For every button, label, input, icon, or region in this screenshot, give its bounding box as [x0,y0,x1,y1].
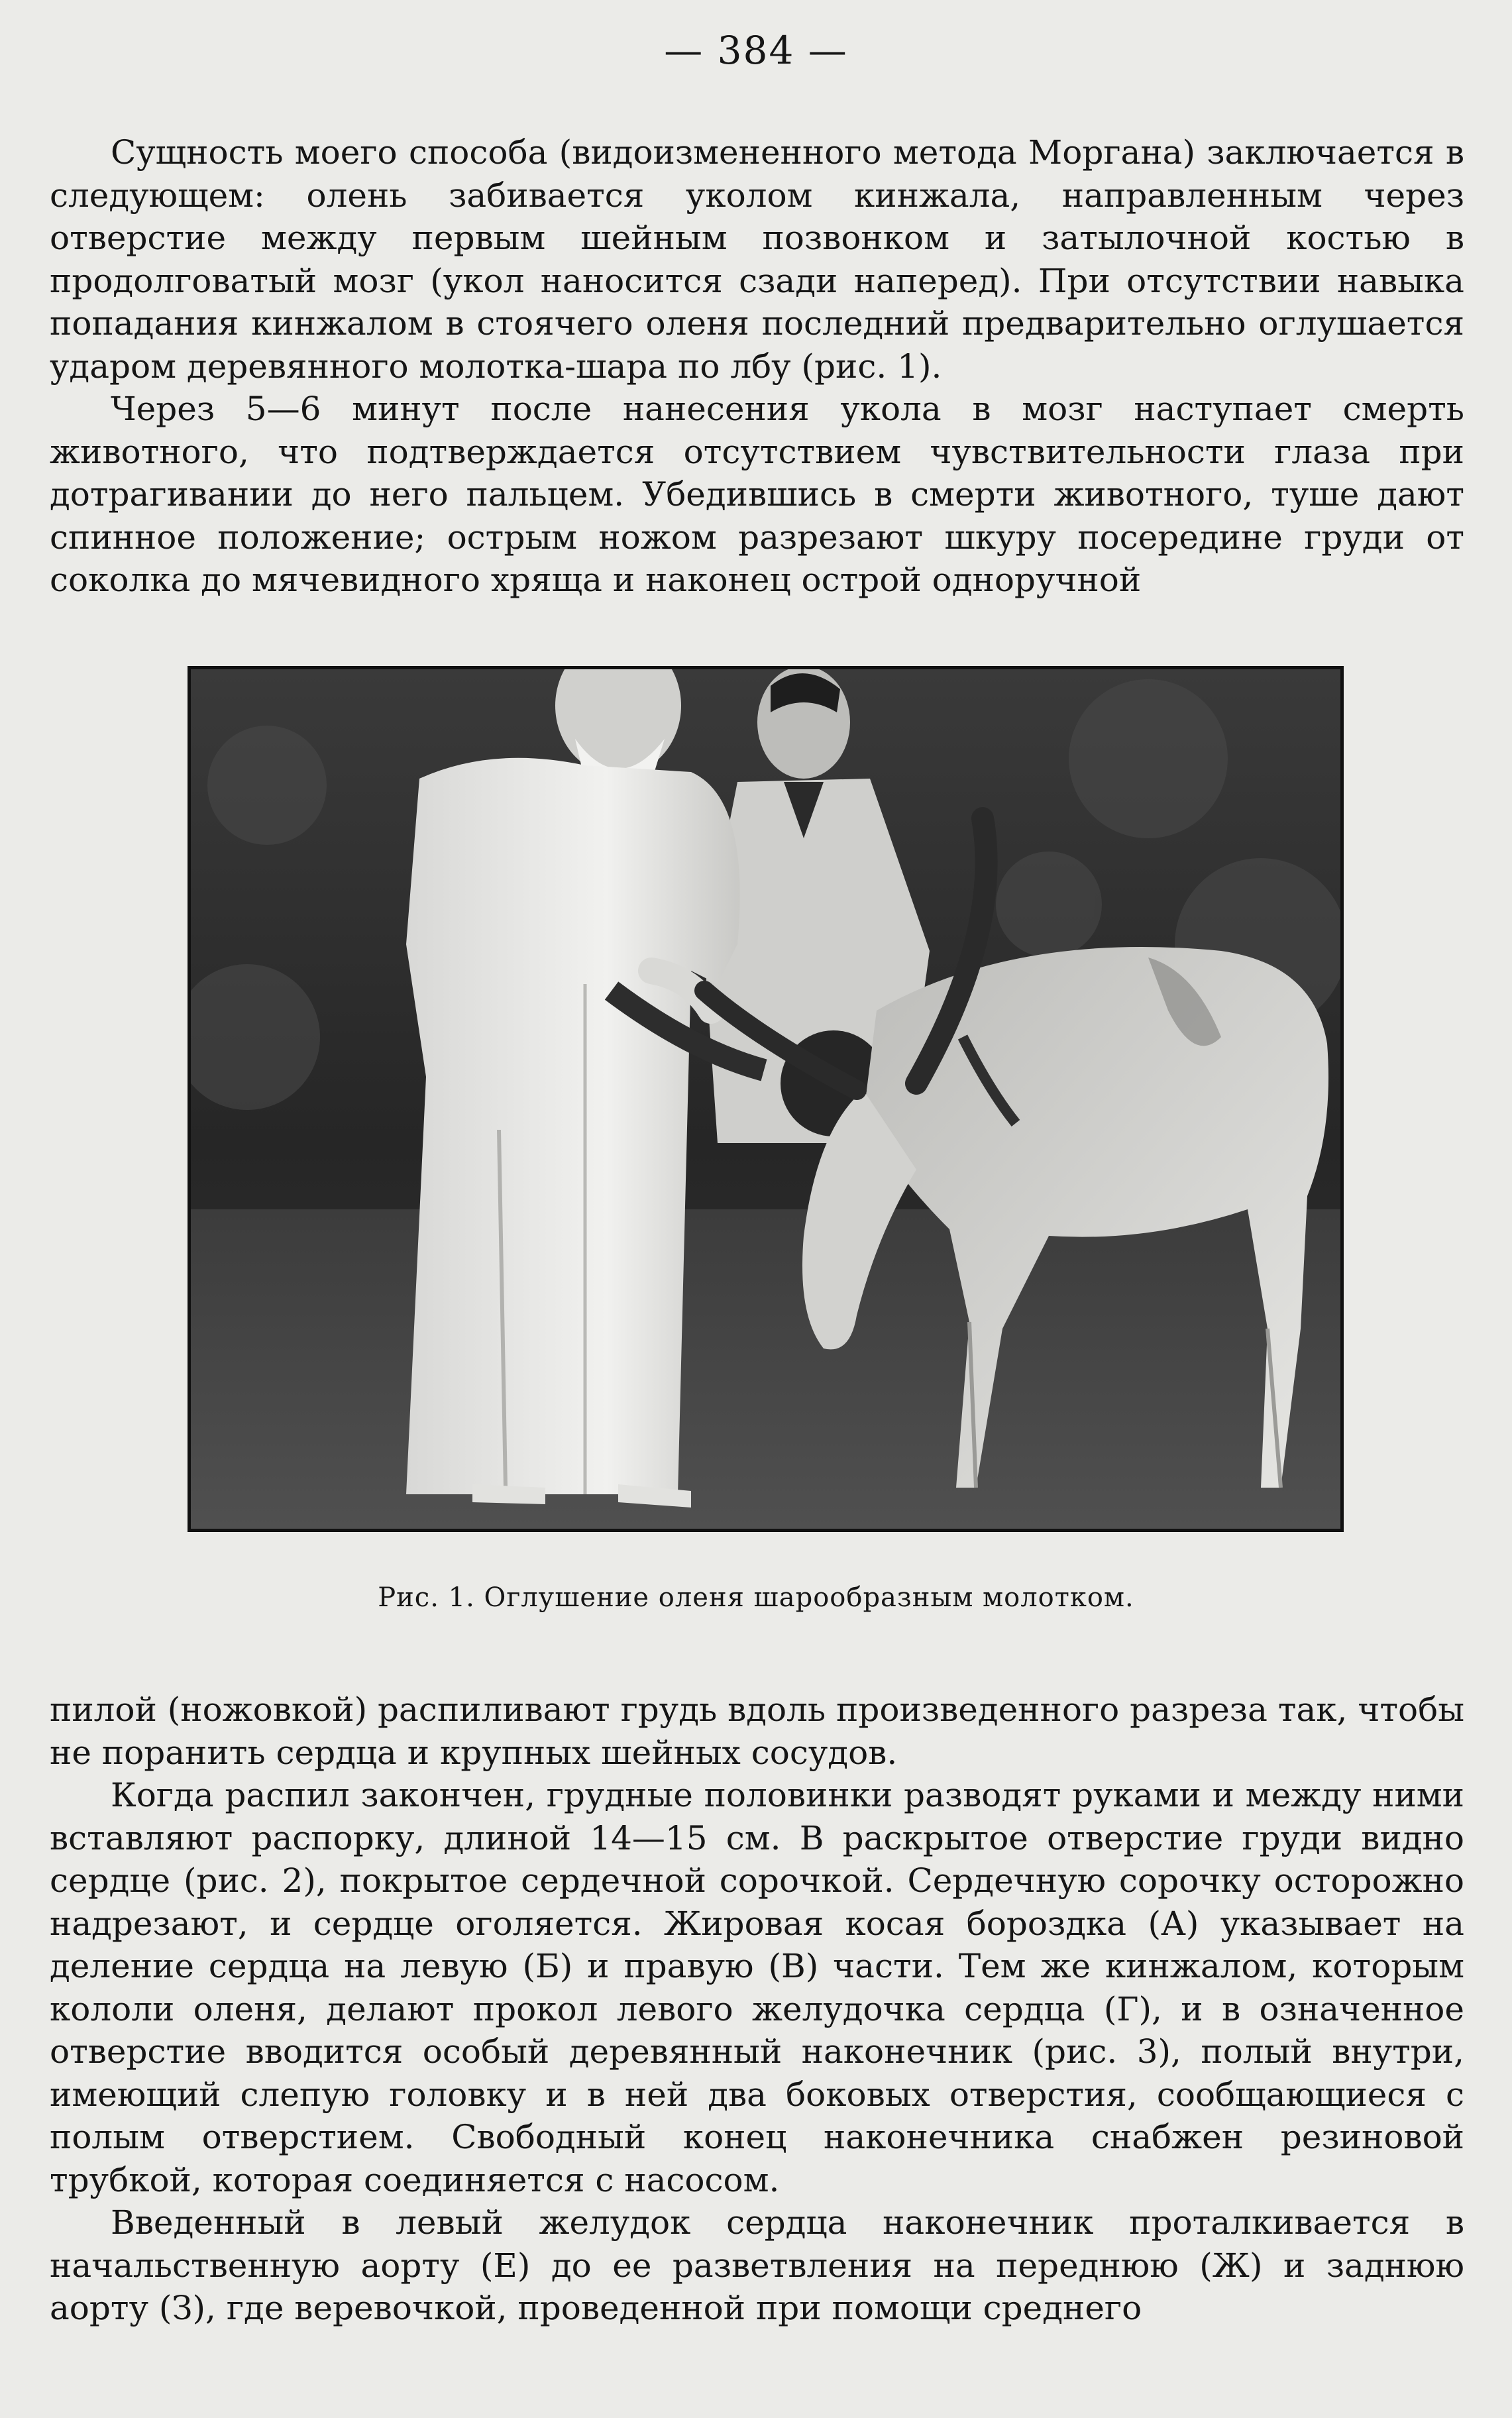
paragraph: Когда распил закончен, грудные половинки разводят руками и между ними вставляют распорку, длиной 14—15 см. В раскрытое отверстие груди видно сердце (рис. 2), покрытое сердечной сорочкой. Сердечную сорочку осторожно надрезают, и сердце оголяется. Жировая косая бороздка (А) указывает на деление сердца на левую (Б) и правую (В) части. Тем же кинжалом, которым кололи оленя, делают прокол левого желудочка сердца (Г), и в означенное отверстие вводится особый деревянный наконечник (рис. 3), полый внутри, имеющий слепую головку и в ней два боковых отверстия, сообщающиеся с полым отверстием. Свободный конец наконечника снабжен резиновой трубкой, которая соединяется с насосом. [50,1776,1464,2199]
bottom-text-block [50,1688,1464,2330]
page-number: — 384 — [664,28,848,73]
paragraph: пилой (ножовкой) распиливают грудь вдоль произведенного разреза так, чтобы не поранить сердца и крупных шейных сосудов. [50,1690,1465,1772]
paragraph: Через 5—6 минут после нанесения укола в мозг наступает смерть животного, что подтверждается отсутствием чувствительности глаза при дотрагивании до него пальцем. Убедившись в смерти животного, туше дают спинное положение; острым ножом разрезают шкуру посередине груди от соколка до мячевидного хряща и наконец острой одноручной [50,390,1464,599]
reindeer-stunning-photo [188,666,1344,1532]
photo-ground [188,1209,1344,1532]
figure-caption: Рис. 1. Оглушение оленя шарообразным молотком. [378,1582,1134,1613]
paragraph: Введенный в левый желудок сердца наконечник проталкивается в начальственную аорту (Е) до ее разветвления на переднюю (Ж) и заднюю аорту (З), где веревочкой, проведенной при помощи среднего [50,2203,1464,2327]
paragraph: Сущность моего способа (видоизмененного метода Моргана) заключается в следующем: олень забивается уколом кинжала, направленным через отверстие между первым шейным позвонком и затылочной костью в продолговатый мозг (укол наносится сзади наперед). При отсутствии навыка попадания кинжалом в стоячего оленя последний предварительно оглушается ударом деревянного молотка-шара по лбу (рис. 1). [50,133,1464,386]
top-text-block [50,131,1464,602]
